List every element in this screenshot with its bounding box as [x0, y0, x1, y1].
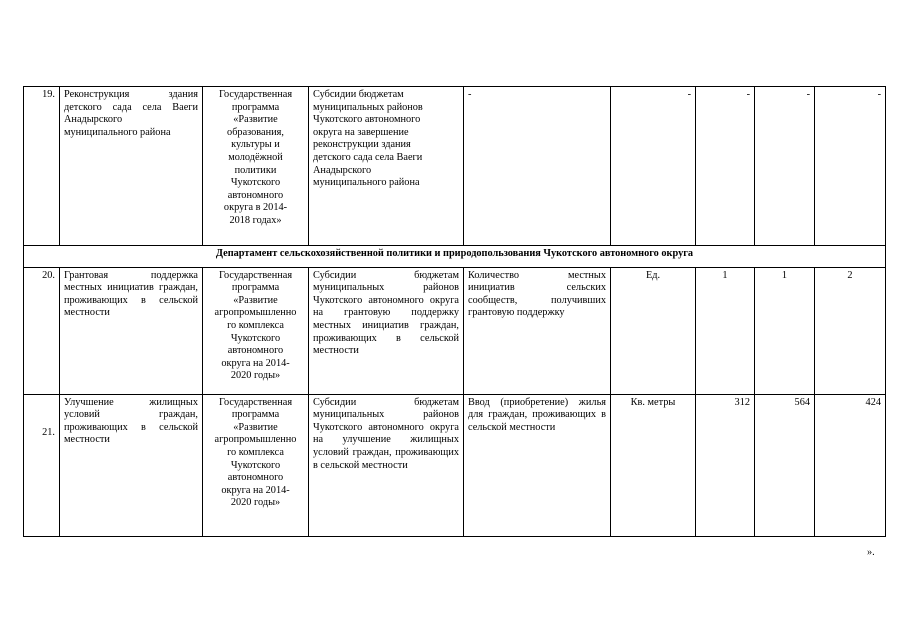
- direction-line: Субсидии бюджетам: [313, 89, 404, 100]
- program-line: «Развитие: [233, 114, 278, 126]
- unit-cell: Кв. метры: [611, 394, 696, 536]
- direction-cell: Субсидии бюджетам муниципальных районов Чукотского автономного округа на грантовую поддержку местных инициатив граждан, проживающих в сельской местности: [309, 267, 464, 394]
- program-line: программа: [231, 282, 280, 294]
- program-line: 2018 годах»: [229, 214, 282, 226]
- direction-cell: [309, 87, 464, 246]
- direction-line: Чукотского автономного: [313, 114, 421, 126]
- program-line: Чукотского: [230, 332, 281, 344]
- program-line: Чукотского: [230, 177, 281, 189]
- program-line: округа на 2014-: [221, 484, 290, 496]
- direction-line: Анадырского: [313, 164, 372, 176]
- program-line: культуры и: [231, 139, 280, 151]
- program-line: 2020 годы»: [230, 497, 281, 509]
- program-cell: [203, 267, 309, 394]
- value-cell-3: 424: [815, 394, 886, 536]
- measure-name: Реконструкция здания детского сада села Ваеги Анадырского муниципального района: [60, 87, 203, 246]
- direction-cell: Субсидии бюджетам муниципальных районов Чукотского автономного округа на улучшение жилищных условий граждан, проживающих в сельской местности: [309, 394, 464, 536]
- program-cell: [203, 87, 309, 246]
- row-number-text: 21.: [42, 427, 55, 439]
- closing-quote-mark: ».: [867, 547, 875, 558]
- program-line: автономного: [227, 189, 284, 201]
- direction-line: округа на завершение: [313, 126, 409, 138]
- value-cell-3: -: [815, 87, 886, 246]
- indicator-cell: -: [464, 87, 611, 246]
- program-line: го комплекса: [227, 446, 284, 458]
- value-cell-2: 1: [755, 267, 815, 394]
- value-cell-2: -: [755, 87, 815, 246]
- program-line: Государственная: [218, 396, 293, 408]
- program-line: политики: [234, 164, 277, 176]
- program-cell: [203, 394, 309, 536]
- program-line: молодёжной: [228, 151, 283, 163]
- program-line: «Развитие: [233, 294, 278, 306]
- table-row-21: [24, 394, 886, 536]
- program-line: программа: [231, 101, 280, 113]
- program-line: автономного: [227, 472, 284, 484]
- unit-cell: Ед.: [611, 267, 696, 394]
- row-number: [24, 394, 60, 536]
- program-line: «Развитие: [233, 421, 278, 433]
- value-cell-3: 2: [815, 267, 886, 394]
- program-line: образования,: [227, 126, 284, 138]
- table-row-19: [24, 87, 886, 246]
- direction-line: детского сада села Ваеги: [313, 151, 423, 163]
- direction-line: реконструкции здания: [313, 139, 411, 151]
- table-row-20: [24, 267, 886, 394]
- row-number: 19.: [24, 87, 60, 246]
- direction-line: муниципального района: [313, 177, 420, 189]
- row-number: 20.: [24, 267, 60, 394]
- program-line: программа: [231, 409, 280, 421]
- program-line: Чукотского: [230, 459, 281, 471]
- unit-cell: -: [611, 87, 696, 246]
- indicator-cell: Количество местных инициатив сельских сообществ, получивших грантовую поддержку: [464, 267, 611, 394]
- value-cell-1: 1: [696, 267, 755, 394]
- measure-name: Грантовая поддержка местных инициатив граждан, проживающих в сельской местности: [60, 267, 203, 394]
- program-line: Государственная: [218, 89, 293, 100]
- program-line: автономного: [227, 345, 284, 357]
- program-line: 2020 годы»: [230, 370, 281, 382]
- program-line: округа в 2014-: [223, 202, 288, 214]
- program-table: [23, 86, 886, 537]
- section-heading: Департамент сельскохозяйственной политики и природопользования Чукотского автономного округа: [24, 246, 886, 268]
- section-heading-row: [24, 246, 886, 268]
- value-cell-1: 312: [696, 394, 755, 536]
- value-cell-2: 564: [755, 394, 815, 536]
- program-line: округа на 2014-: [221, 357, 290, 369]
- value-cell-1: -: [696, 87, 755, 246]
- program-line: агропромышленно: [214, 434, 297, 446]
- program-line: агропромышленно: [214, 307, 297, 319]
- measure-name: Улучшение жилищных условий граждан, проживающих в сельской местности: [60, 394, 203, 536]
- program-line: Государственная: [218, 269, 293, 281]
- direction-line: муниципальных районов: [313, 101, 423, 113]
- program-line: го комплекса: [227, 319, 284, 331]
- indicator-cell: Ввод (приобретение) жилья для граждан, проживающих в сельской местности: [464, 394, 611, 536]
